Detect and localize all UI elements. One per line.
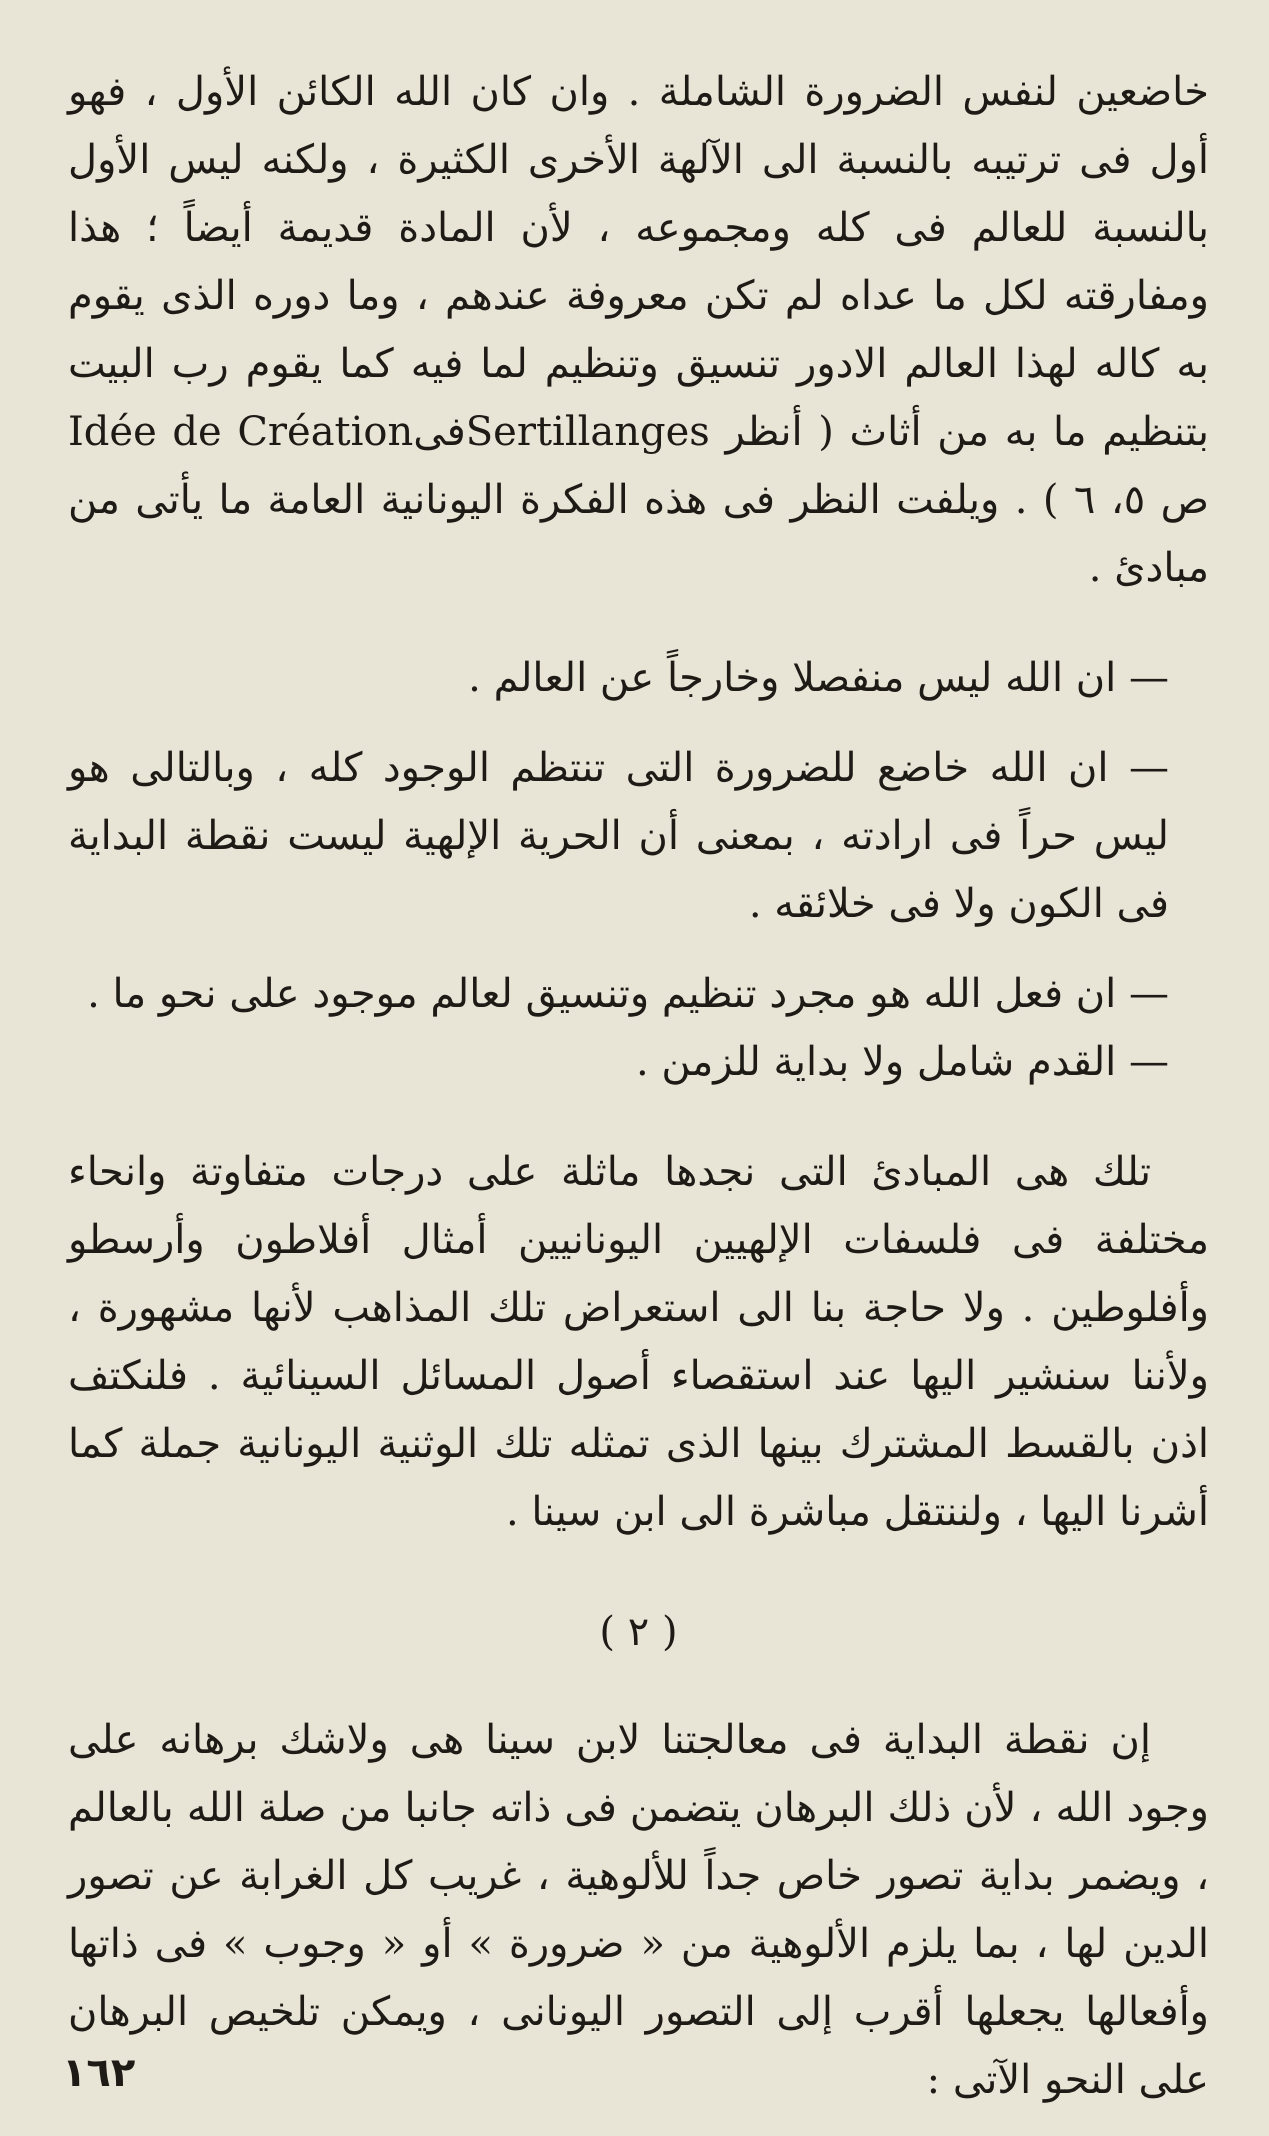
section-number: ( ٢ ) [599, 1609, 678, 1655]
principle-item: — ان الله ليس منفصلا وخارجاً عن العالم . [468, 655, 1169, 701]
principle-item: — ان فعل الله هو مجرد تنظيم وتنسيق لعالم موجود على نحو ما . [87, 971, 1169, 1017]
paragraph-ibn-sina-proof: إن نقطة البداية فى معالجتنا لابن سينا هى ولاشك برهانه على وجود الله ، لأن ذلك البرهان يتضمن فى ذاته جانبا من صلة الله بالعالم ، ويضمر بداية تصور خاص جداً للألوهية ، غريب كل الغرابة عن تصور الدين لها ، بما يلزم الألوهية من « ضرورة » أو « وجوب » فى ذاتها وأفعالها يجعلها أقرب إلى التصور اليونانى ، ويمكن تلخيص البرهان على النحو الآتى : [68, 1717, 1209, 2103]
latin-author-name: Sertillanges [465, 409, 710, 455]
paragraph-greek-concept [68, 58, 1209, 602]
paragraph-text: ص ٥، ٦ ) . ويلفت النظر فى هذه الفكرة اليونانية العامة ما يأتى من مبادئ . [68, 477, 1210, 591]
principle-item: — القدم شامل ولا بداية للزمن . [635, 1039, 1169, 1085]
principle-item: — ان الله خاضع للضرورة التى تنتظم الوجود كله ، وبالتالى هو ليس حراً فى ارادته ، بمعنى أن الحرية الإلهية ليست نقطة البداية فى الكون ولا فى خلائقه . [68, 745, 1169, 927]
paragraph-text: فى [413, 409, 466, 455]
page-number: ١٦٢ [62, 2050, 136, 2096]
latin-book-title: Idée de Création [68, 409, 414, 455]
paragraph-principles-summary: تلك هى المبادئ التى نجدها ماثلة على درجات متفاوتة وانحاء مختلفة فى فلسفات الإلهيين اليونانيين أمثال أفلاطون وأرسطو وأفلوطين . ولا حاجة بنا الى استعراض تلك المذاهب لأنها مشهورة ، ولأننا سنشير اليها عند استقصاء أصول المسائل السينائية . فلنكتف اذن بالقسط المشترك بينها الذى تمثله تلك الوثنية اليونانية جملة كما أشرنا اليها ، ولننتقل مباشرة الى ابن سينا . [68, 1149, 1209, 1535]
paragraph-text: خاضعين لنفس الضرورة الشاملة . وان كان الله الكائن الأول ، فهو أول فى ترتيبه بالنسبة الى الآلهة الأخرى الكثيرة ، ولكنه ليس الأول بالنسبة للعالم فى كله ومجموعه ، لأن المادة قديمة أيضاً ؛ هذا ومفارقته لكل ما عداه لم تكن معروفة عندهم ، وما دوره الذى يقوم به كاله لهذا العالم الادور تنسيق وتنظيم لما فيه كما يقوم رب البيت بتنظيم ما به من أثاث ( أنظر [68, 69, 1209, 455]
